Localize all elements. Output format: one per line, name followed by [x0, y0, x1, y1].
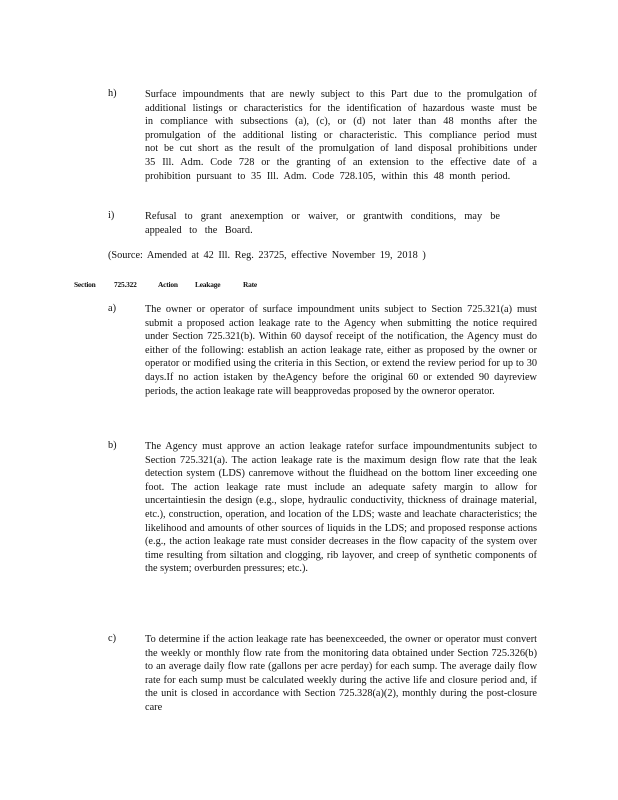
section-number: 725.322 [114, 280, 137, 289]
paragraph-text: Surface impoundments that are newly subject to this Part due to the promulgation of additional listings or characteristics for the identification of hazardous waste must be in compliance with subsections (a), (c), or (d) not later than 48 months after the promulgation of the additional listing or characteristic. This compliance period must not be cut short as the result of the promulgation of land disposal prohibitions under 35 Ill. Adm. Code 728 or the granting of an extension to the effective date of a prohibition pursuant to 35 Ill. Adm. Code 728.105, within this 48 month period. [145, 89, 537, 182]
section-word: Section [74, 280, 96, 289]
subsection-label: b) [108, 440, 117, 451]
subsection-label: c) [108, 633, 116, 644]
subsection-text: To determine if the action leakage rate has beenexceeded, the owner or operator must convert the weekly or monthly flow rate from the monitoring data obtained under Section 725.326(b) to an average daily flow rate (gallons per acre perday) for each sump. The average daily flow rate for each sump must be calculated weekly during the active life and closure period and, if the unit is closed in accordance with Section 725.328(a)(2), monthly during the post-closure care [145, 634, 537, 713]
subsection-text: The Agency must approve an action leakage ratefor surface impoundmentunits subject to Section 725.321(a). The action leakage rate is the maximum design flow rate that the leak detection system (LDS) canremove without the fluidhead on the bottom liner exceeding one foot. The action leakage rate must include an adequate safety margin to allow for uncertaintiesin the design (e.g., slope, hydraulic conductivity, thickness of drainage material, etc.), construction, operation, and location of the LDS; waste and leachate characteristics; the likelihood and amounts of other sources of liquids in the LDS; and proposed response actions (e.g., the action leakage rate must consider decreases in the flow capacity of the system over time resulting from siltation and clogging, rib layover, and creep of synthetic components of the system; overburden pressures; etc.). [145, 441, 537, 575]
paragraph-text: Refusal to grant anexemption or waiver, or grantwith conditions, may be appealed to the Board. [145, 211, 500, 236]
section-title-word: Action [158, 280, 178, 289]
subsection-label: a) [108, 303, 116, 314]
paragraph-label: h) [108, 88, 117, 99]
section-title-word: Rate [243, 280, 257, 289]
section-title-word: Leakage [195, 280, 221, 289]
subsection-text: The owner or operator of surface impoundment units subject to Section 725.321(a) must submit a proposed action leakage rate to the Agency when submitting the notice required under Section 725.321(b). Within 60 daysof receipt of the notification, the Agency must do either of the following: establish an action leakage rate, either as proposed by the owner or operator or modified using the criteria in this Section, or extend the review period for up to 30 days.If no action istaken by theAgency before the original 60 or extended 90 dayreview periods, the action leakage rate will beapprovedas proposed by the owneror operator. [145, 304, 537, 397]
paragraph-label: i) [108, 210, 115, 221]
source-note: (Source: Amended at 42 Ill. Reg. 23725, effective November 19, 2018 ) [108, 250, 426, 261]
